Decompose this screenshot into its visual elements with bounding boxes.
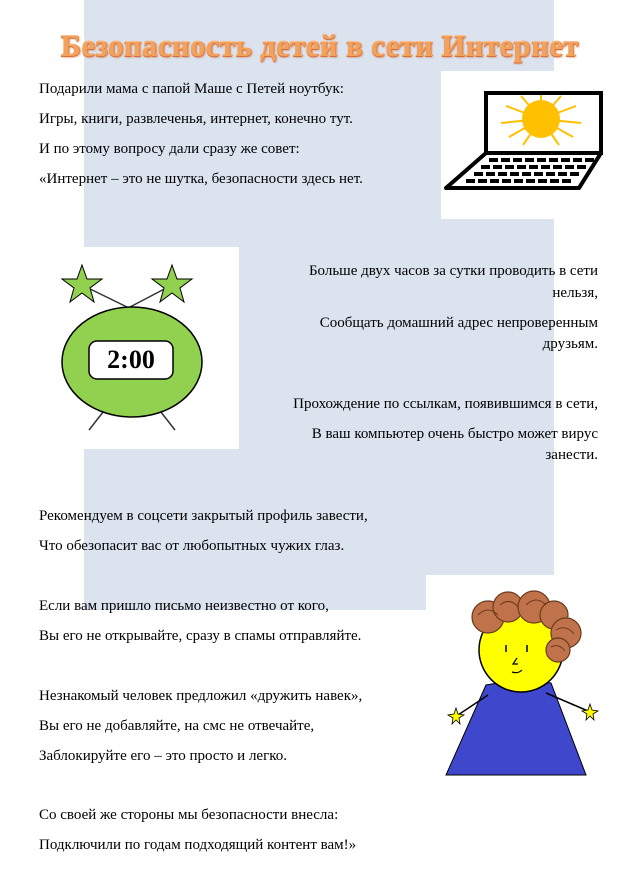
stanza4-line1: Если вам пришло письмо неизвестно от кого, bbox=[39, 598, 329, 614]
stanza2-line5: Прохождение по ссылкам, появившимся в сети, bbox=[293, 396, 598, 412]
stanza2-line3: Сообщать домашний адрес непроверенным bbox=[319, 315, 598, 331]
stanza6-line2: Подключили по годам подходящий контент вам!» bbox=[39, 837, 357, 853]
stanza2-line6: В ваш компьютер очень быстро может вирус bbox=[311, 426, 598, 442]
laptop-image-box bbox=[441, 71, 612, 219]
stanza4-line2: Вы его не открывайте, сразу в спамы отправляйте. bbox=[39, 628, 362, 644]
stanza2-line7: занести. bbox=[545, 447, 598, 463]
stanza1-line4: «Интернет – это не шутка, безопасности здесь нет. bbox=[39, 171, 363, 187]
stanza3-line1: Рекомендуем в соцсети закрытый профиль завести, bbox=[39, 508, 368, 524]
page-title: Безопасность детей в сети Интернет bbox=[60, 28, 579, 63]
stanza3-line2: Что обезопасит вас от любопытных чужих глаз. bbox=[39, 538, 345, 554]
clock-image-box bbox=[32, 247, 239, 449]
stanza6-line1: Со своей же стороны мы безопасности внесла: bbox=[39, 807, 339, 823]
stanza2-line1: Больше двух часов за сутки проводить в сети bbox=[308, 263, 598, 279]
stanza2-line2: нельзя, bbox=[552, 285, 598, 301]
clock-display-text: 2:00 bbox=[107, 345, 155, 374]
girl-icon bbox=[426, 575, 612, 785]
stanza1-line1: Подарили мама с папой Маше с Петей ноутбук: bbox=[39, 81, 344, 97]
girl-image-box bbox=[426, 575, 612, 785]
stanza5-line2: Вы его не добавляйте, на смс не отвечайте, bbox=[39, 718, 315, 734]
stanza1-line3: И по этому вопросу дали сразу же совет: bbox=[39, 141, 300, 157]
stanza1-line2: Игры, книги, развлеченья, интернет, конечно тут. bbox=[39, 111, 353, 127]
stanza2-line4: друзьям. bbox=[542, 336, 598, 352]
laptop-sun-icon bbox=[441, 71, 612, 219]
stanza5-line3: Заблокируйте его – это просто и легко. bbox=[39, 748, 288, 764]
stanza5-line1: Незнакомый человек предложил «дружить навек», bbox=[39, 688, 363, 704]
